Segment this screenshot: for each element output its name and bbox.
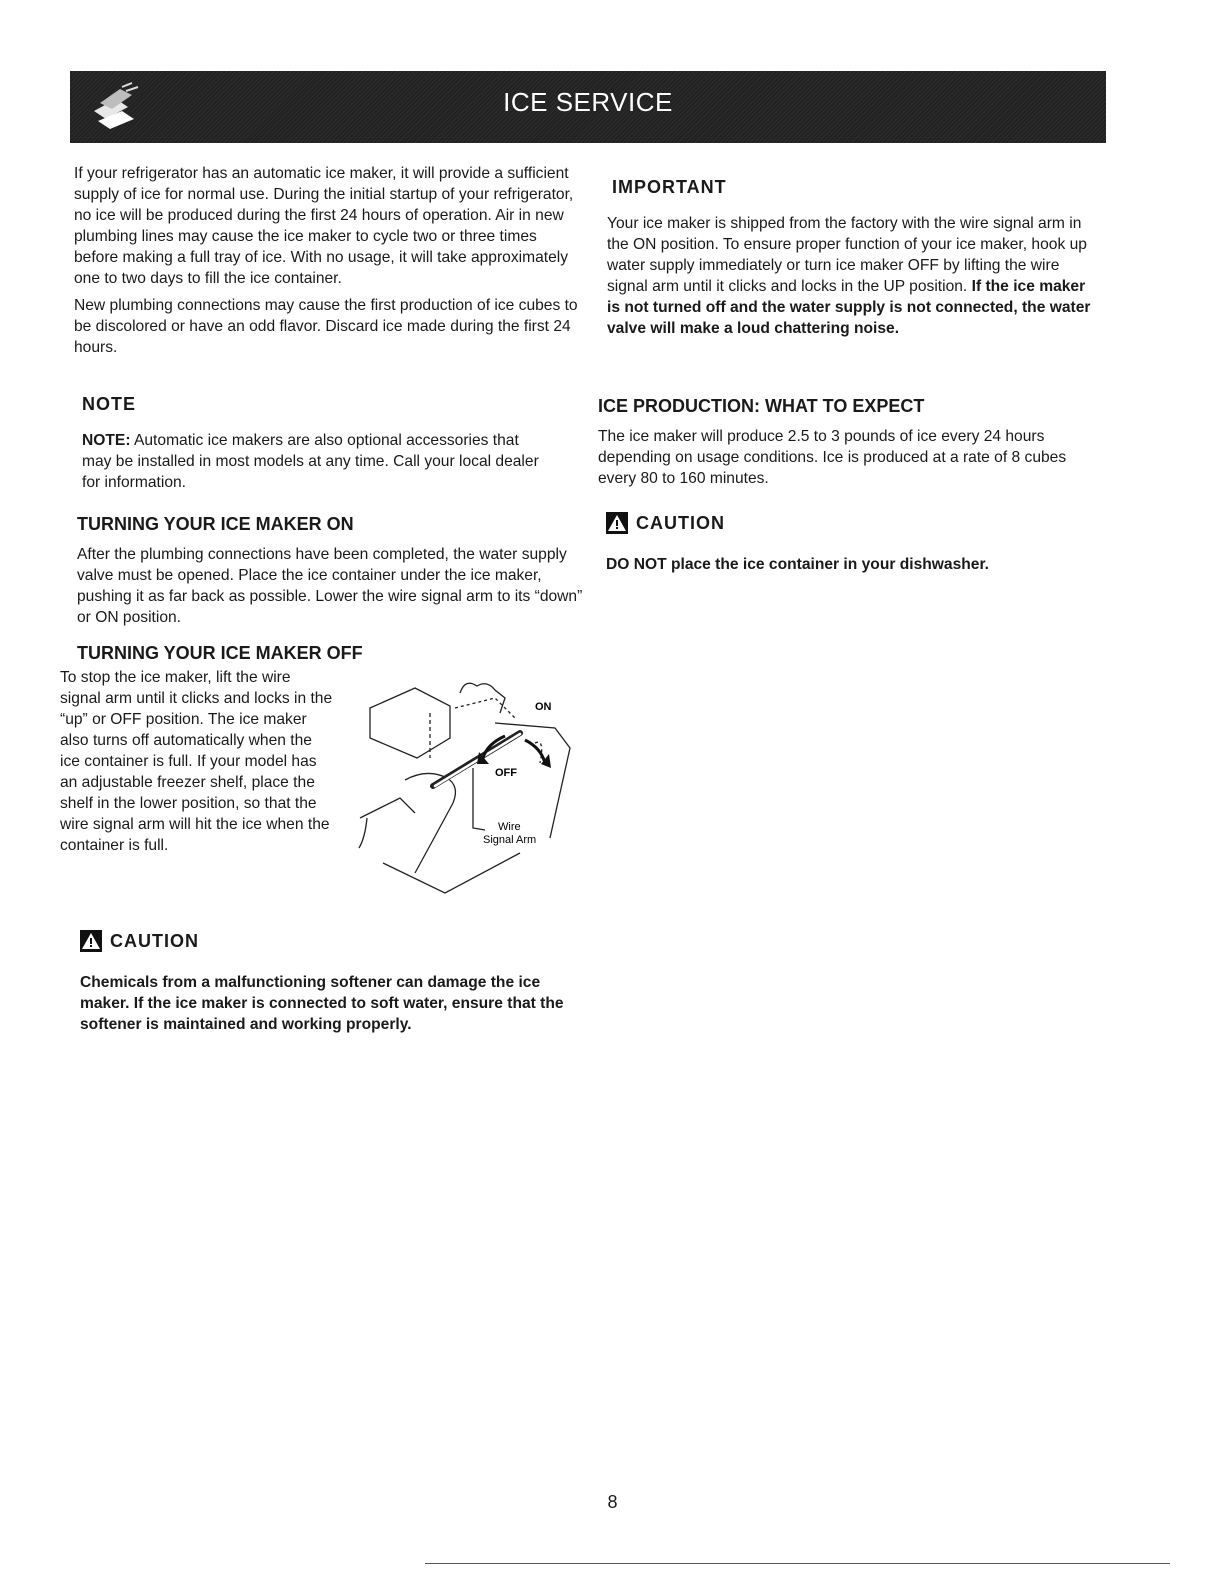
intro-paragraph-1: If your refrigerator has an automatic ice maker, it will provide a sufficient supply of ice for normal use. During the initial startup of your refrigerator, no ice will be produced during the first 24 hours of operation. Air in new plumbing lines may cause the ice maker to cycle two or three times before making a full tray of ice. With no usage, it will take approximately one to two days to fill the ice container. <box>74 165 574 287</box>
warning-icon <box>80 930 102 952</box>
intro-paragraph-2: New plumbing connections may cause the first production of ice cubes to be discolored or have an odd flavor. Discard ice made during the first 24 hours. <box>74 297 578 356</box>
wire-label: Wire <box>498 821 521 833</box>
production-heading: ICE PRODUCTION: WHAT TO EXPECT <box>598 396 925 416</box>
warning-icon <box>606 512 628 534</box>
caution-left-heading: CAUTION <box>110 930 199 951</box>
note-body <box>82 430 552 493</box>
off-label: OFF <box>495 767 517 779</box>
caution-right-text: DO NOT place the ice container in your dishwasher. <box>606 556 990 573</box>
on-label: ON <box>535 701 552 713</box>
turning-off-heading: TURNING YOUR ICE MAKER OFF <box>77 643 363 663</box>
caution-left-text: Chemicals from a malfunctioning softener can damage the ice maker. If the ice maker is connected to soft water, ensure that the softener is maintained and working properly. <box>80 974 564 1033</box>
important-text: Your ice maker is shipped from the factory with the wire signal arm in the ON position. To ensure proper function of your ice maker, hook up water supply immediately or turn ice maker OFF by lifting the wire signal arm until it clicks and locks in the UP position. <box>607 215 1087 295</box>
signal-arm-label: Signal Arm <box>483 834 537 846</box>
turning-on-heading: TURNING YOUR ICE MAKER ON <box>77 514 354 534</box>
important-heading: IMPORTANT <box>612 177 727 197</box>
important-warning: If the ice maker is not turned off and the water supply is not connected, the water valve will make a loud chattering noise. <box>607 278 1091 337</box>
note-heading: NOTE <box>82 394 137 414</box>
production-text: The ice maker will produce 2.5 to 3 pounds of ice every 24 hours depending on usage conditions. Ice is produced at a rate of 8 cubes every 80 to 160 minutes. <box>598 428 1067 487</box>
turning-on-text: After the plumbing connections have been completed, the water supply valve must be opened. Place the ice container under the ice maker, pushing it as far back as possible. Lower the wire signal arm to its “down” or ON position. <box>77 546 583 626</box>
caution-right-heading: CAUTION <box>636 512 725 533</box>
note-text: Automatic ice makers are also optional accessories that may be installed in most models at any time. Call your local dealer for information. <box>82 432 539 491</box>
turning-off-text: To stop the ice maker, lift the wire signal arm until it clicks and locks in the “up” or OFF position. The ice maker also turns off automatically when the ice container is full. If your model has an adjustable freezer shelf, place the shelf in the lower position, so that the wire signal arm will hit the ice when the container is full. <box>60 669 333 854</box>
page-title: ICE SERVICE <box>503 87 673 117</box>
ice-maker-diagram <box>355 668 585 898</box>
bottom-divider <box>425 1563 1170 1564</box>
caution-right-heading-row <box>606 512 1111 534</box>
caution-left-heading-row <box>80 930 590 952</box>
note-label: NOTE: <box>82 432 131 449</box>
important-body <box>607 213 1099 339</box>
section-header <box>70 71 1106 143</box>
page-number: 8 <box>607 1492 618 1512</box>
